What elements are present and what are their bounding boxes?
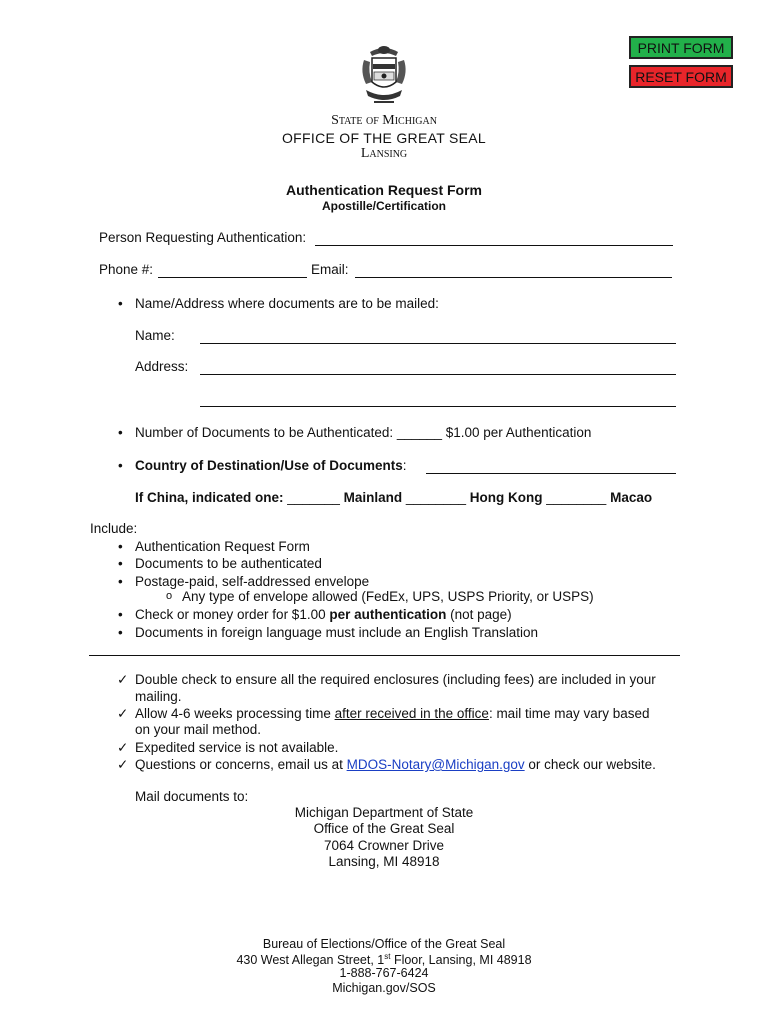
email-link[interactable]: MDOS-Notary@Michigan.gov <box>346 757 525 772</box>
mail-heading: Mail documents to: <box>135 789 249 804</box>
name-label: Name: <box>135 328 175 343</box>
num-docs-label: Number of Documents to be Authenticated: <box>135 425 394 440</box>
china-label: If China, indicated one: <box>135 490 284 505</box>
num-docs-row <box>135 425 591 440</box>
num-docs-field[interactable]: ______ <box>396 425 442 440</box>
footer-line: 430 West Allegan Street, 1st Floor, Lansing, MI 48918 <box>236 952 532 968</box>
mailing-heading: • Name/Address where documents are to be mailed: <box>135 296 439 311</box>
address-field-line2[interactable] <box>200 406 676 407</box>
include-item: • Documents in foreign language must include an English Translation <box>135 625 538 640</box>
china-row <box>135 490 652 505</box>
michigan-seal-icon <box>356 42 412 110</box>
office-heading: OFFICE OF THE GREAT SEAL <box>281 130 486 146</box>
name-field[interactable] <box>200 343 676 344</box>
note-item: ✓ Questions or concerns, email us at MDOS-Notary@Michigan.gov or check our website. <box>135 757 656 772</box>
mail-address-line: 7064 Crowner Drive <box>323 838 445 853</box>
phone-field[interactable] <box>158 277 307 278</box>
china-hongkong-label: Hong Kong <box>469 490 543 505</box>
note-item: ✓ Double check to ensure all the required enclosures (including fees) are included in your <box>135 672 656 687</box>
address-field-line1[interactable] <box>200 374 676 375</box>
email-field[interactable] <box>355 277 672 278</box>
footer-website: Michigan.gov/SOS <box>332 981 436 995</box>
country-row: • Country of Destination/Use of Documents: <box>135 458 407 473</box>
section-divider <box>89 655 680 656</box>
form-title: Authentication Request Form <box>285 182 482 198</box>
mail-address-line: Office of the Great Seal <box>313 821 455 836</box>
email-label: Email: <box>311 262 349 277</box>
form-subtitle: Apostille/Certification <box>321 199 446 213</box>
include-item: • Postage-paid, self-addressed envelope <box>135 574 369 589</box>
person-requesting-field[interactable] <box>315 245 673 246</box>
fee-text: $1.00 per Authentication <box>445 425 592 440</box>
country-field[interactable] <box>426 473 676 474</box>
note-item: ✓ Expedited service is not available. <box>135 740 338 755</box>
note-item-continued: mailing. <box>135 689 182 704</box>
include-item: • Documents to be authenticated <box>135 556 322 571</box>
china-hongkong-field[interactable]: ________ <box>405 490 466 505</box>
mail-address-line: Lansing, MI 48918 <box>328 854 440 869</box>
mail-address-line: Michigan Department of State <box>294 805 474 820</box>
note-item: ✓ Allow 4-6 weeks processing time after received in the office: mail time may vary based <box>135 706 650 721</box>
include-heading: Include: <box>90 521 138 536</box>
state-heading: State of Michigan <box>331 113 437 128</box>
include-item: • Check or money order for $1.00 per authentication (not page) <box>135 607 512 622</box>
footer-line: Bureau of Elections/Office of the Great Seal <box>262 937 506 951</box>
country-label: Country of Destination/Use of Documents <box>135 458 403 473</box>
note-item-continued: on your mail method. <box>135 722 262 737</box>
china-mainland-label: Mainland <box>343 490 403 505</box>
phone-label: Phone #: <box>99 262 154 277</box>
person-requesting-label: Person Requesting Authentication: <box>99 230 307 245</box>
china-macao-field[interactable]: ________ <box>546 490 607 505</box>
address-label: Address: <box>135 359 189 374</box>
include-item: • Authentication Request Form <box>135 539 310 554</box>
city-heading: Lansing <box>360 146 408 161</box>
footer-line: 1-888-767-6424 <box>339 966 429 980</box>
china-macao-label: Macao <box>610 490 653 505</box>
include-sub-item: o Any type of envelope allowed (FedEx, UPS, USPS Priority, or USPS) <box>182 589 594 604</box>
print-form-button[interactable]: PRINT FORM <box>629 36 733 59</box>
china-mainland-field[interactable]: _______ <box>287 490 340 505</box>
reset-form-button[interactable]: RESET FORM <box>629 65 733 88</box>
